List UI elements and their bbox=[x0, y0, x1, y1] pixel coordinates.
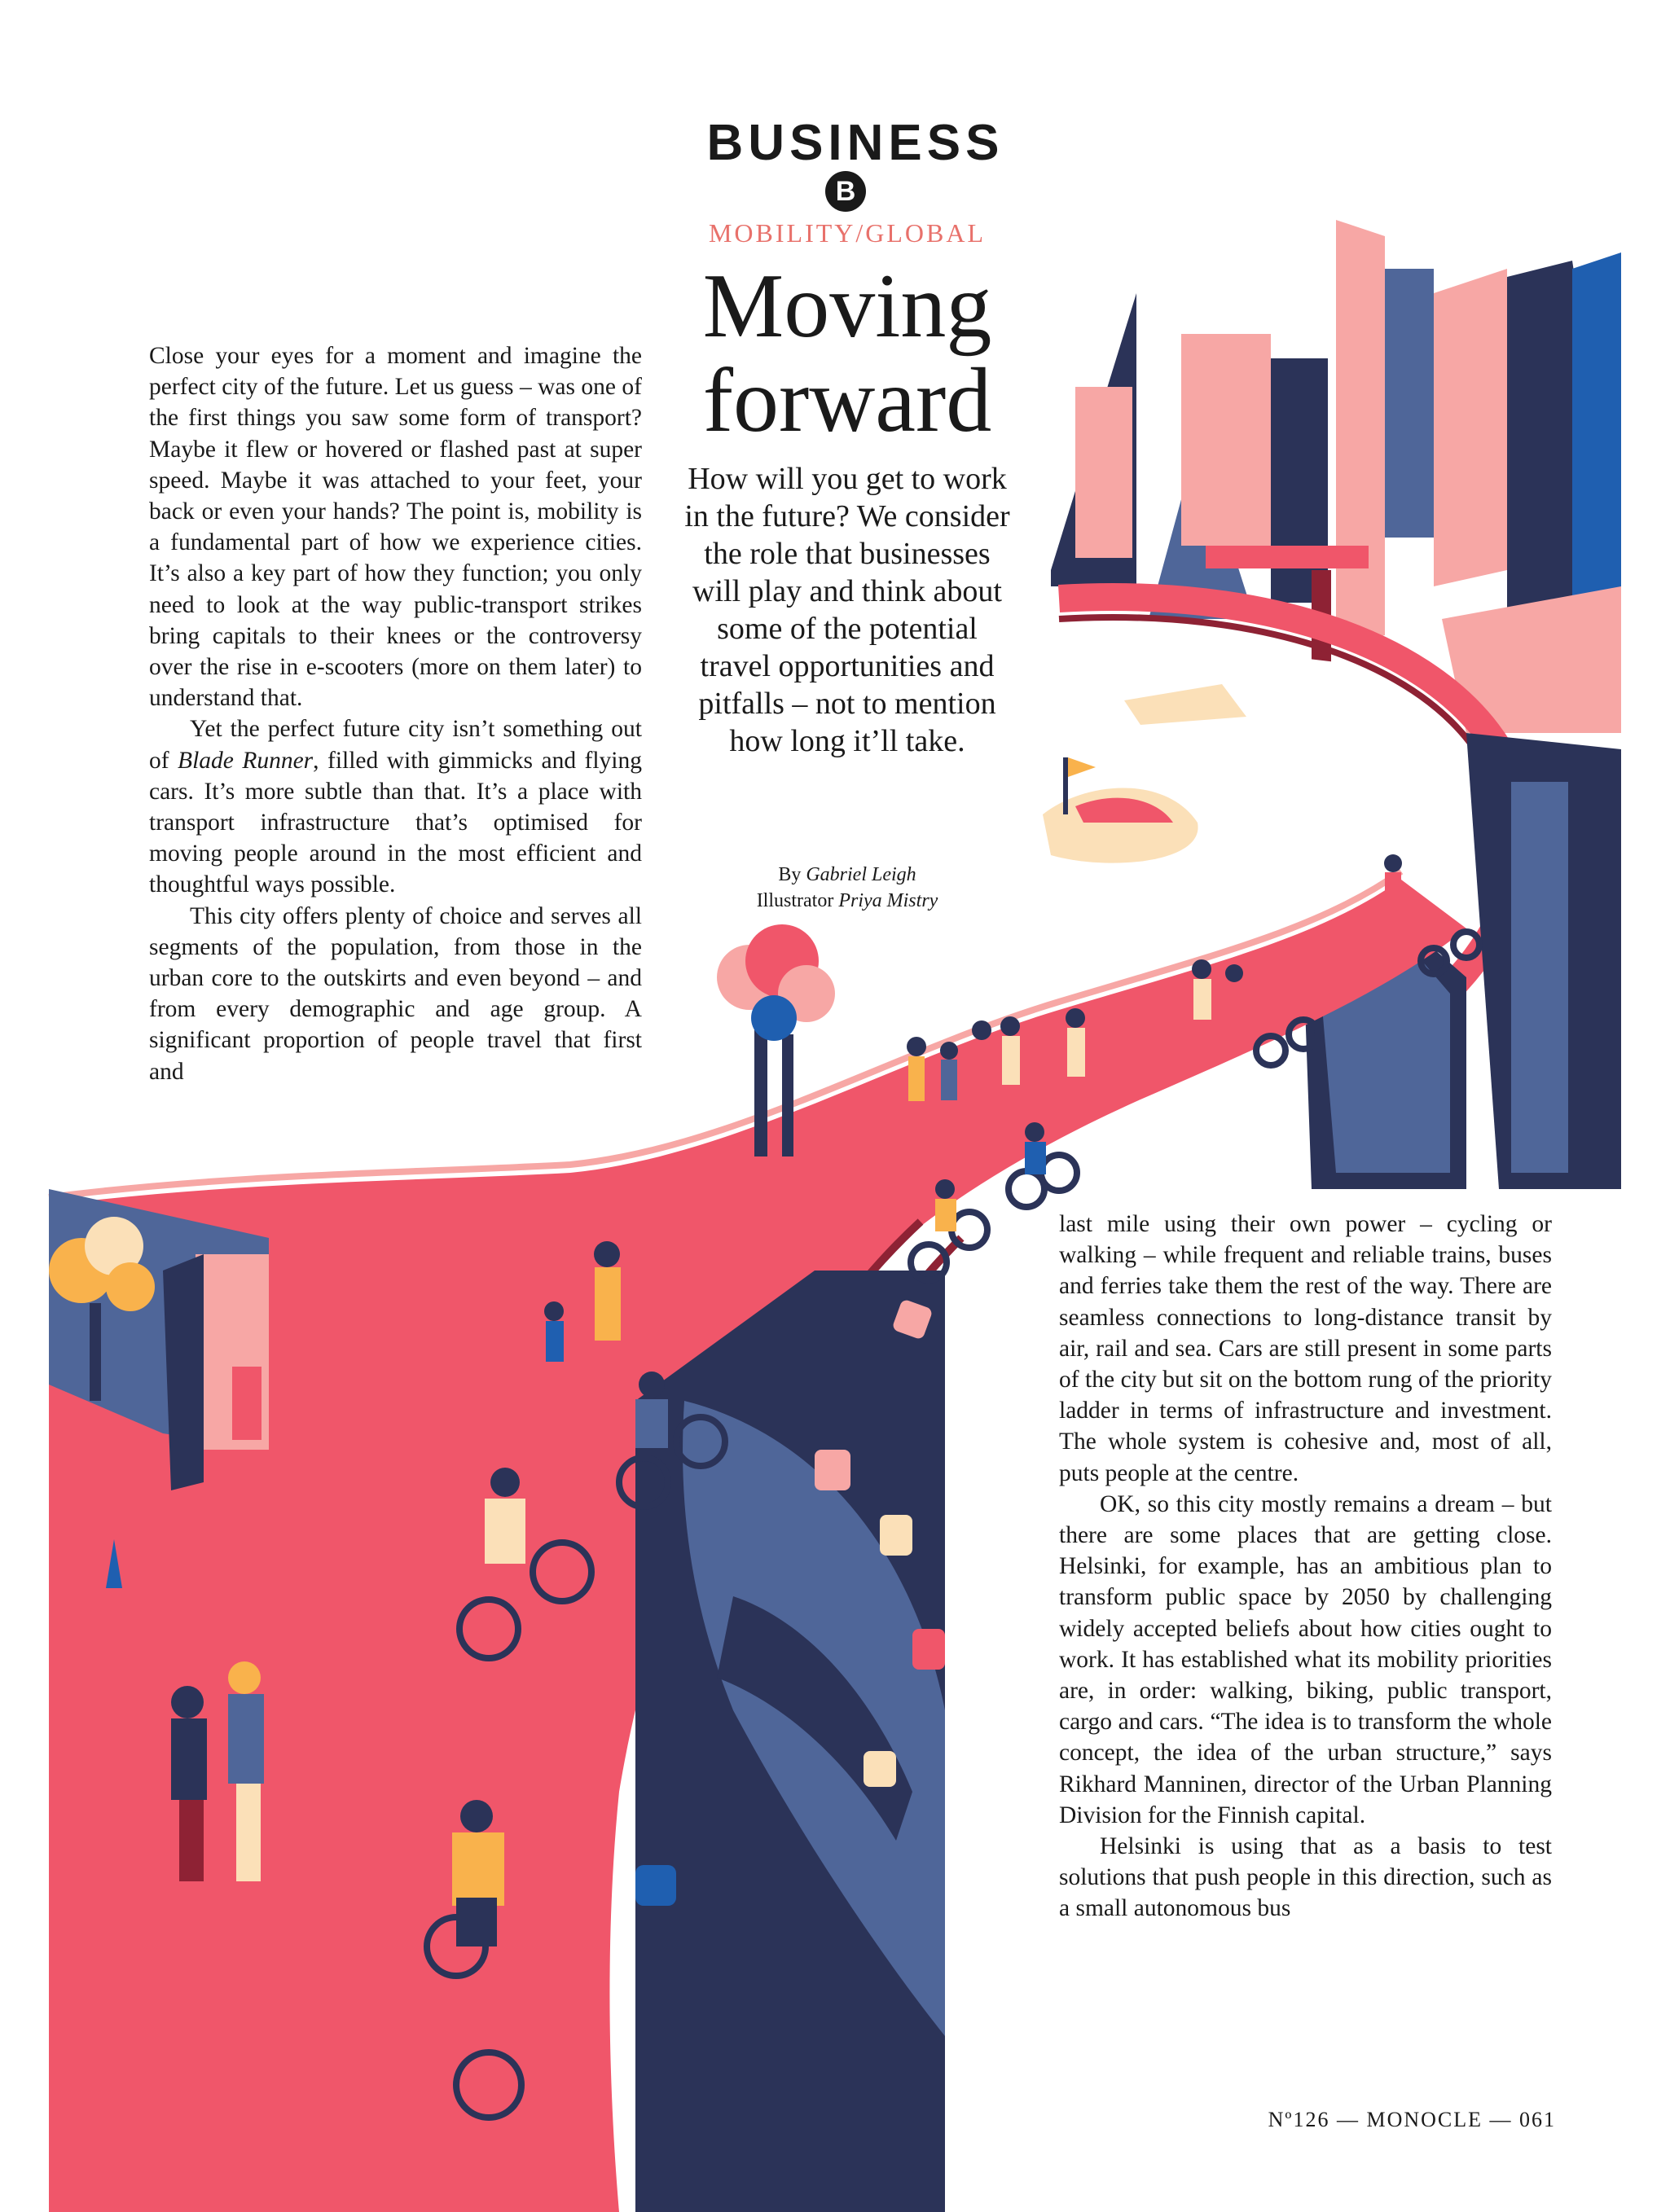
body-paragraph: Yet the perfect future city isn’t something out of Blade Runner, filled with gimmicks and flying cars. It’s more subtle than that. It’s a place with transport infrastructure that’s optimised for moving people around in the most efficient and thoughtful ways possible. bbox=[149, 716, 642, 898]
body-paragraph: Close your eyes for a moment and imagine the perfect city of the future. Let us guess – was one of the first things you saw some form of transport? Maybe it flew or hovered or flashed past at super speed. Maybe it was attached to your feet, your back or even your hands? The point is, mobility is a fundamental part of how we experience cities. It’s also a key part of how they function; you only need to look at the way public-transport strikes bring capitals to their knees or the controversy over the rise in e-scooters (more on them later) to understand that. bbox=[149, 343, 642, 712]
headline-line-2: forward bbox=[702, 350, 992, 451]
body-column-right bbox=[1059, 1209, 1552, 1925]
folio: Nº126 — MONOCLE — 061 bbox=[1268, 2108, 1556, 2131]
film-title: Blade Runner bbox=[178, 747, 314, 774]
headline bbox=[652, 256, 1043, 451]
body-paragraph: OK, so this city mostly remains a dream – but there are some places that are getting close. Helsinki, for example, has an ambitious plan to transform public space by 2050 by challenging widely accepted beliefs about how cities ought to work. It has established what its mobility priorities are, in order: walking, biking, public transport, cargo and cars. “The idea is to transform the whole concept, the idea of the urban structure,” says Rikhard Manninen, director of the Urban Planning Division for the Finnish capital. bbox=[1059, 1490, 1552, 1828]
standfirst: How will you get to work in the future? We consider the role that businesses will play and think about some of the potential travel opportunities and pitfalls – not to mention how long it’ll take. bbox=[684, 462, 1010, 758]
byline bbox=[676, 862, 1018, 914]
headline-line-1: Moving bbox=[702, 256, 992, 357]
section-label: BUSINESS bbox=[706, 115, 1004, 171]
body-paragraph: last mile using their own power – cycling or walking – while frequent and reliable trains, buses and ferries take them the rest of the way. There are seamless connections to long-distance transit by air, rail and sea. Cars are still present in some parts of the city but sit on the bottom rung of the priority ladder in terms of infrastructure and investment. The whole system is cohesive and, most of all, puts people at the centre. bbox=[1059, 1211, 1552, 1486]
byline-illustrator: Priya Mistry bbox=[838, 890, 938, 911]
byline-by-label: By bbox=[778, 864, 802, 885]
body-paragraph: Helsinki is using that as a basis to test solutions that push people in this direction, such as a small autonomous bus bbox=[1059, 1833, 1552, 1922]
kicker: MOBILITY/GLOBAL bbox=[708, 218, 987, 248]
section-badge: B bbox=[825, 171, 866, 212]
byline-author: Gabriel Leigh bbox=[806, 864, 916, 885]
body-paragraph: This city offers plenty of choice and serves all segments of the population, from those in the urban core to the outskirts and even beyond – and from every demographic and age group. A significant proportion of people travel that first and bbox=[149, 902, 642, 1085]
byline-illustrator-label: Illustrator bbox=[756, 890, 834, 911]
body-column-left bbox=[149, 340, 642, 1087]
